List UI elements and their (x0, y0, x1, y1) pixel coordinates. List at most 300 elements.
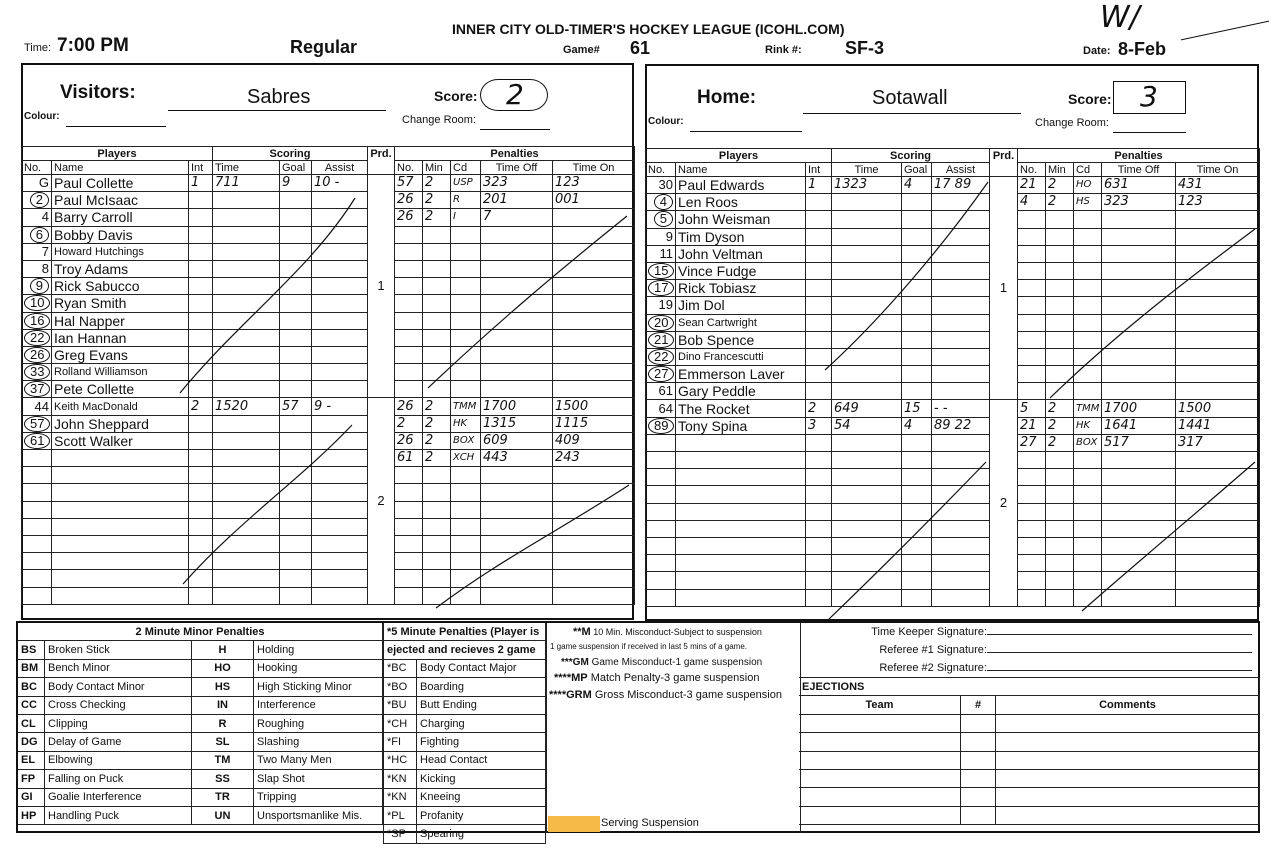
serving-label: Serving Suspension (601, 817, 699, 829)
penalty-no: 21 (1018, 417, 1046, 434)
visitors-score-label: Score: (434, 88, 478, 104)
penalty-min: 2 (1046, 177, 1074, 194)
time-label: Time: (24, 42, 52, 54)
period-2-label: 2 (368, 398, 395, 604)
player-number-value: 61 (658, 383, 673, 399)
minor-code: CL (18, 714, 45, 732)
major-code: *BU (384, 696, 417, 714)
player-name: Paul Collette (52, 175, 189, 192)
ejection-team (799, 806, 961, 824)
penalty-min: 2 (423, 175, 451, 192)
col-no: No. (22, 161, 52, 175)
scoring-assist: 10 - (312, 175, 368, 192)
minor-penalty-row (18, 733, 383, 751)
minor-penalty-row (18, 770, 383, 788)
minor-desc: Two Many Men (254, 751, 383, 769)
minor-code: FP (18, 770, 45, 788)
major-desc: Head Contact (417, 751, 546, 769)
home-label: Home: (697, 87, 757, 108)
gm-text: Game Misconduct-1 game suspension (591, 657, 763, 668)
minor-code: BC (18, 678, 45, 696)
penalties-heading: Penalties (395, 147, 635, 161)
player-name: Barry Carroll (52, 209, 189, 226)
player-name: Bob Spence (676, 331, 806, 348)
col-int: Int (806, 163, 832, 177)
m-code: **M (573, 626, 591, 638)
v-scoring-strike-2 (183, 425, 352, 584)
penalty-cd: I (451, 209, 481, 226)
player-number-value: 5 (654, 211, 673, 227)
player-name: Paul Edwards (676, 177, 806, 194)
col-no: No. (646, 163, 676, 177)
ejection-team (799, 788, 961, 806)
prd-heading: Prd. (368, 147, 395, 161)
home-colour-label: Colour: (648, 116, 684, 127)
player-number-value: 26 (24, 347, 50, 363)
game-label: Game# (563, 44, 600, 56)
major-penalty-row (384, 788, 546, 806)
penalty-no: 2 (395, 415, 423, 432)
player-number-value: 21 (648, 332, 674, 348)
player-name: Vince Fudge (676, 262, 806, 279)
penalty-on: 431 (1176, 177, 1260, 194)
major-code: *KN (384, 770, 417, 788)
ejection-number (961, 733, 996, 751)
player-number-value: 22 (24, 330, 50, 346)
major-code: *FI (384, 733, 417, 751)
player-number-value: 9 (30, 278, 49, 294)
penalty-min: 2 (423, 209, 451, 226)
penalty-cd: HO (1074, 177, 1102, 194)
home-team-name: Sotawall (872, 87, 948, 109)
minor-desc: Slap Shot (254, 770, 383, 788)
major-desc: Charging (417, 714, 546, 732)
minor-desc: Holding (254, 641, 383, 659)
penalty-min: 2 (423, 415, 451, 432)
h-scoring-strike-1 (825, 182, 988, 370)
ejection-comment (996, 751, 1260, 769)
penalty-min: 2 (1046, 400, 1074, 417)
ref1-line[interactable] (987, 641, 1252, 653)
league-title: INNER CITY OLD-TIMER'S HOCKEY LEAGUE (ICOHL.COM) (452, 21, 845, 37)
col-cd: Cd (451, 161, 481, 175)
col-pen-no: No. (395, 161, 423, 175)
grm-code: ****GRM (549, 689, 592, 701)
major-penalty-row (384, 696, 546, 714)
penalty-off: 1641 (1102, 417, 1176, 434)
ref2-label: Referee #2 Signature: (879, 662, 987, 674)
penalty-legend (16, 621, 1260, 840)
rink-label: Rink #: (765, 44, 802, 56)
minor-code: HS (192, 678, 254, 696)
minor-title: 2 Minute Minor Penalties (18, 623, 383, 641)
player-number-value: G (38, 175, 49, 191)
minor-desc: Hooking (254, 659, 383, 677)
minor-desc: Elbowing (45, 751, 192, 769)
penalty-cd: TMM (1074, 400, 1102, 417)
period-2-label: 2 (990, 400, 1018, 606)
player-number-value: 11 (659, 245, 673, 261)
penalty-no: 26 (395, 398, 423, 415)
penalty-off: 517 (1102, 434, 1176, 451)
minor-code: R (192, 714, 254, 732)
minor-code: GI (18, 788, 45, 806)
minor-desc: Cross Checking (45, 696, 192, 714)
players-heading: Players (646, 149, 832, 163)
ejection-number (961, 714, 996, 732)
player-name: John Weisman (676, 211, 806, 228)
minor-penalty-row (18, 641, 383, 659)
minor-desc: Falling on Puck (45, 770, 192, 788)
penalty-cd: HK (451, 415, 481, 432)
penalty-on: 1500 (1176, 400, 1260, 417)
col-time-on: Time On (1176, 163, 1260, 177)
ejections-team-header: Team (799, 696, 961, 714)
penalty-cd: TMM (451, 398, 481, 415)
penalty-cd: HK (1074, 417, 1102, 434)
scoring-heading: Scoring (832, 149, 990, 163)
serving-swatch (548, 816, 600, 832)
col-goal: Goal (902, 163, 932, 177)
minor-penalty-row (18, 678, 383, 696)
player-name: Bobby Davis (52, 226, 189, 243)
ejection-comment (996, 769, 1260, 787)
scoring-assist: - - (932, 400, 990, 417)
player-number-value: 9 (665, 228, 673, 244)
player-name: Pete Collette (52, 381, 189, 398)
col-pen-no: No. (1018, 163, 1046, 177)
player-name: Ian Hannan (52, 329, 189, 346)
penalty-on: 317 (1176, 434, 1260, 451)
scoring-int: 1 (189, 175, 213, 192)
player-name: Tony Spina (676, 417, 806, 434)
penalty-on: 001 (553, 192, 635, 209)
mp-text: Match Penalty-3 game suspension (590, 672, 760, 684)
ejection-comment (996, 714, 1260, 732)
scoring-goal: 57 (280, 398, 312, 415)
penalty-on: 123 (553, 175, 635, 192)
minor-code: HP (18, 806, 45, 824)
player-name: Gary Peddle (676, 383, 806, 400)
minor-penalty-row (18, 659, 383, 677)
player-name: Tim Dyson (676, 228, 806, 245)
player-name: Jim Dol (676, 297, 806, 314)
ejection-row[interactable] (799, 751, 1260, 769)
home-change-room-label: Change Room: (1035, 117, 1109, 129)
ejection-row[interactable] (799, 714, 1260, 732)
ejection-team (799, 769, 961, 787)
col-cd: Cd (1074, 163, 1102, 177)
ejection-team (799, 714, 961, 732)
penalty-cd: BOX (1074, 434, 1102, 451)
penalty-off: 631 (1102, 177, 1176, 194)
penalty-on: 1500 (553, 398, 635, 415)
player-number-value: 15 (648, 263, 674, 279)
major-penalty-row (384, 806, 546, 824)
col-assist: Assist (312, 161, 368, 175)
player-number-value: 30 (658, 177, 673, 193)
game-number: 61 (630, 38, 651, 58)
major-desc: Spearing (417, 825, 546, 843)
penalty-min: 2 (423, 450, 451, 467)
scoring-assist: 17 89 (932, 177, 990, 194)
player-number-value: 89 (648, 418, 674, 434)
minor-desc: Delay of Game (45, 733, 192, 751)
scoring-time: 54 (832, 417, 902, 434)
minor-desc: Unsportsmanlike Mis. (254, 806, 383, 824)
minor-code: SS (192, 770, 254, 788)
player-name: Scott Walker (52, 432, 189, 449)
visitors-colour-label: Colour: (24, 111, 60, 122)
col-time: Time (213, 161, 280, 175)
player-number-value: 4 (654, 194, 673, 210)
v-penalty-strike-2 (436, 485, 629, 608)
penalty-off: 1700 (1102, 400, 1176, 417)
scoring-goal: 4 (902, 177, 932, 194)
penalty-min: 2 (423, 432, 451, 449)
penalty-cd: R (451, 192, 481, 209)
penalty-no: 26 (395, 192, 423, 209)
scoring-heading: Scoring (213, 147, 368, 161)
minor-desc: Interference (254, 696, 383, 714)
player-name: Emmerson Laver (676, 366, 806, 383)
major-penalties-block (383, 623, 546, 844)
scoring-int: 3 (806, 417, 832, 434)
ejection-number (961, 788, 996, 806)
minor-desc: Bench Minor (45, 659, 192, 677)
penalty-cd: USP (451, 175, 481, 192)
penalty-off: 323 (481, 175, 553, 192)
major-penalty-row (384, 825, 546, 843)
col-name: Name (676, 163, 806, 177)
penalty-cd: HS (1074, 194, 1102, 211)
minor-penalty-row (18, 751, 383, 769)
scoring-goal: 4 (902, 417, 932, 434)
penalty-min: 2 (1046, 434, 1074, 451)
minor-desc: Roughing (254, 714, 383, 732)
col-goal: Goal (280, 161, 312, 175)
player-name: Howard Hutchings (52, 243, 189, 260)
scoring-assist: 9 - (312, 398, 368, 415)
corner-handwriting: W/ (1100, 0, 1140, 35)
ejection-row[interactable] (799, 733, 1260, 751)
penalty-off: 1315 (481, 415, 553, 432)
visitors-score: 2 (506, 78, 524, 111)
player-number-value: 33 (24, 364, 50, 380)
player-name: John Veltman (676, 245, 806, 262)
major-code: *BO (384, 678, 417, 696)
player-name: Paul McIsaac (52, 192, 189, 209)
h-penalty-strike-1 (1050, 229, 1255, 398)
major-desc: Boarding (417, 678, 546, 696)
home-score: 3 (1140, 80, 1158, 113)
player-number-value: 2 (30, 192, 49, 208)
penalty-on: 243 (553, 450, 635, 467)
player-number-value: 10 (24, 295, 50, 311)
visitors-label: Visitors: (60, 82, 136, 103)
ejection-number (961, 751, 996, 769)
player-name: The Rocket (676, 400, 806, 417)
player-number-value: 27 (648, 366, 674, 382)
penalty-on: 1441 (1176, 417, 1260, 434)
penalty-off: 1700 (481, 398, 553, 415)
minor-desc: Tripping (254, 788, 383, 806)
player-number-value: 20 (648, 315, 674, 331)
col-name: Name (52, 161, 189, 175)
home-score-label: Score: (1068, 91, 1112, 107)
penalty-off: 609 (481, 432, 553, 449)
player-number-value: 37 (24, 381, 50, 397)
penalty-no: 57 (395, 175, 423, 192)
major-code: *CH (384, 714, 417, 732)
ref1-label: Referee #1 Signature: (879, 644, 987, 656)
penalty-off: 323 (1102, 194, 1176, 211)
minor-code: BS (18, 641, 45, 659)
col-assist: Assist (932, 163, 990, 177)
ejection-comment (996, 733, 1260, 751)
prd-heading: Prd. (990, 149, 1018, 163)
penalty-no: 27 (1018, 434, 1046, 451)
penalty-on: 409 (553, 432, 635, 449)
player-name: Rolland Williamson (52, 364, 189, 381)
major-desc: Kicking (417, 770, 546, 788)
ejection-row[interactable] (799, 806, 1260, 824)
major-code: *HC (384, 751, 417, 769)
ejection-number (961, 769, 996, 787)
game-time: 7:00 PM (57, 35, 129, 56)
rink-value: SF-3 (845, 38, 885, 58)
ejections-title: EJECTIONS (799, 678, 1260, 696)
ejections-num-header: # (961, 696, 996, 714)
misconduct-block (546, 623, 801, 833)
col-time-on: Time On (553, 161, 635, 175)
player-number-value: 8 (41, 261, 49, 277)
penalty-min: 2 (423, 192, 451, 209)
minor-desc: Body Contact Minor (45, 678, 192, 696)
player-name: John Sheppard (52, 415, 189, 432)
scoring-time: 649 (832, 400, 902, 417)
m-text: 10 Min. Misconduct-Subject to suspension (593, 627, 762, 637)
minor-code: TR (192, 788, 254, 806)
h-scoring-strike-2 (828, 462, 986, 620)
penalty-no: 5 (1018, 400, 1046, 417)
penalty-no: 4 (1018, 194, 1046, 211)
minor-penalties-block (18, 623, 383, 825)
major-title-2: ejected and recieves 2 game (384, 641, 546, 659)
penalty-off: 201 (481, 192, 553, 209)
timekeeper-line[interactable] (987, 623, 1252, 635)
players-heading: Players (22, 147, 213, 161)
minor-desc: Broken Stick (45, 641, 192, 659)
period-1-label: 1 (368, 175, 395, 398)
visitors-team-name: Sabres (247, 86, 311, 108)
player-number-value: 44 (34, 398, 49, 414)
penalty-no: 26 (395, 432, 423, 449)
major-penalty-row (384, 659, 546, 677)
ejection-comment (996, 788, 1260, 806)
major-penalty-row (384, 751, 546, 769)
date-value: 8-Feb (1118, 39, 1167, 59)
minor-desc: Goalie Interference (45, 788, 192, 806)
major-code: *SP (384, 825, 417, 843)
player-name: Sean Cartwright (676, 314, 806, 331)
major-penalty-row (384, 678, 546, 696)
major-penalty-row (384, 733, 546, 751)
minor-penalty-row (18, 788, 383, 806)
player-number-value: 6 (30, 227, 49, 243)
player-name: Len Roos (676, 194, 806, 211)
major-desc: Fighting (417, 733, 546, 751)
ref2-line[interactable] (987, 659, 1252, 671)
penalty-off: 7 (481, 209, 553, 226)
player-name: Ryan Smith (52, 295, 189, 312)
major-penalty-row (384, 770, 546, 788)
major-desc: Profanity (417, 806, 546, 824)
minor-code: H (192, 641, 254, 659)
ejections-comments-header: Comments (996, 696, 1260, 714)
col-time-off: Time Off (1102, 163, 1176, 177)
player-name: Greg Evans (52, 346, 189, 363)
minor-code: IN (192, 696, 254, 714)
ejection-row[interactable] (799, 769, 1260, 787)
col-min: Min (1046, 163, 1074, 177)
penalty-min: 2 (1046, 194, 1074, 211)
player-number-value: 7 (41, 243, 49, 259)
penalty-off: 443 (481, 450, 553, 467)
scoring-goal: 15 (902, 400, 932, 417)
minor-penalty-row (18, 696, 383, 714)
player-number-value: 22 (648, 349, 674, 365)
penalties-heading: Penalties (1018, 149, 1260, 163)
minor-code: HO (192, 659, 254, 677)
player-number-value: 64 (658, 400, 673, 416)
minor-desc: Slashing (254, 733, 383, 751)
player-name: Dino Francescutti (676, 348, 806, 365)
minor-code: CC (18, 696, 45, 714)
v-scoring-strike-1 (180, 198, 355, 393)
ejection-row[interactable] (799, 788, 1260, 806)
minor-penalty-row (18, 714, 383, 732)
minor-desc: Clipping (45, 714, 192, 732)
v-penalty-strike-1 (428, 216, 627, 388)
visitors-change-room-label: Change Room: (402, 114, 476, 126)
major-desc: Body Contact Major (417, 659, 546, 677)
mp-code: ****MP (554, 672, 588, 684)
player-name: Rick Tobiasz (676, 280, 806, 297)
player-number-value: 4 (41, 209, 49, 225)
minor-code: DG (18, 733, 45, 751)
signatures-block (799, 623, 1260, 825)
timekeeper-label: Time Keeper Signature: (871, 626, 987, 638)
minor-code: SL (192, 733, 254, 751)
penalty-no: 26 (395, 209, 423, 226)
player-name: Rick Sabucco (52, 278, 189, 295)
major-penalty-row (384, 714, 546, 732)
col-time-off: Time Off (481, 161, 553, 175)
penalty-no: 61 (395, 450, 423, 467)
minor-penalty-row (18, 806, 383, 824)
player-name: Hal Napper (52, 312, 189, 329)
penalty-cd: BOX (451, 432, 481, 449)
ejection-comment (996, 806, 1260, 824)
ejection-team (799, 733, 961, 751)
h-penalty-strike-2 (1082, 462, 1255, 611)
player-number-value: 61 (24, 433, 50, 449)
minor-code: TM (192, 751, 254, 769)
grm-text: Gross Misconduct-3 game suspension (594, 689, 782, 701)
scoring-time: 1520 (213, 398, 280, 415)
penalty-on: 123 (1176, 194, 1260, 211)
